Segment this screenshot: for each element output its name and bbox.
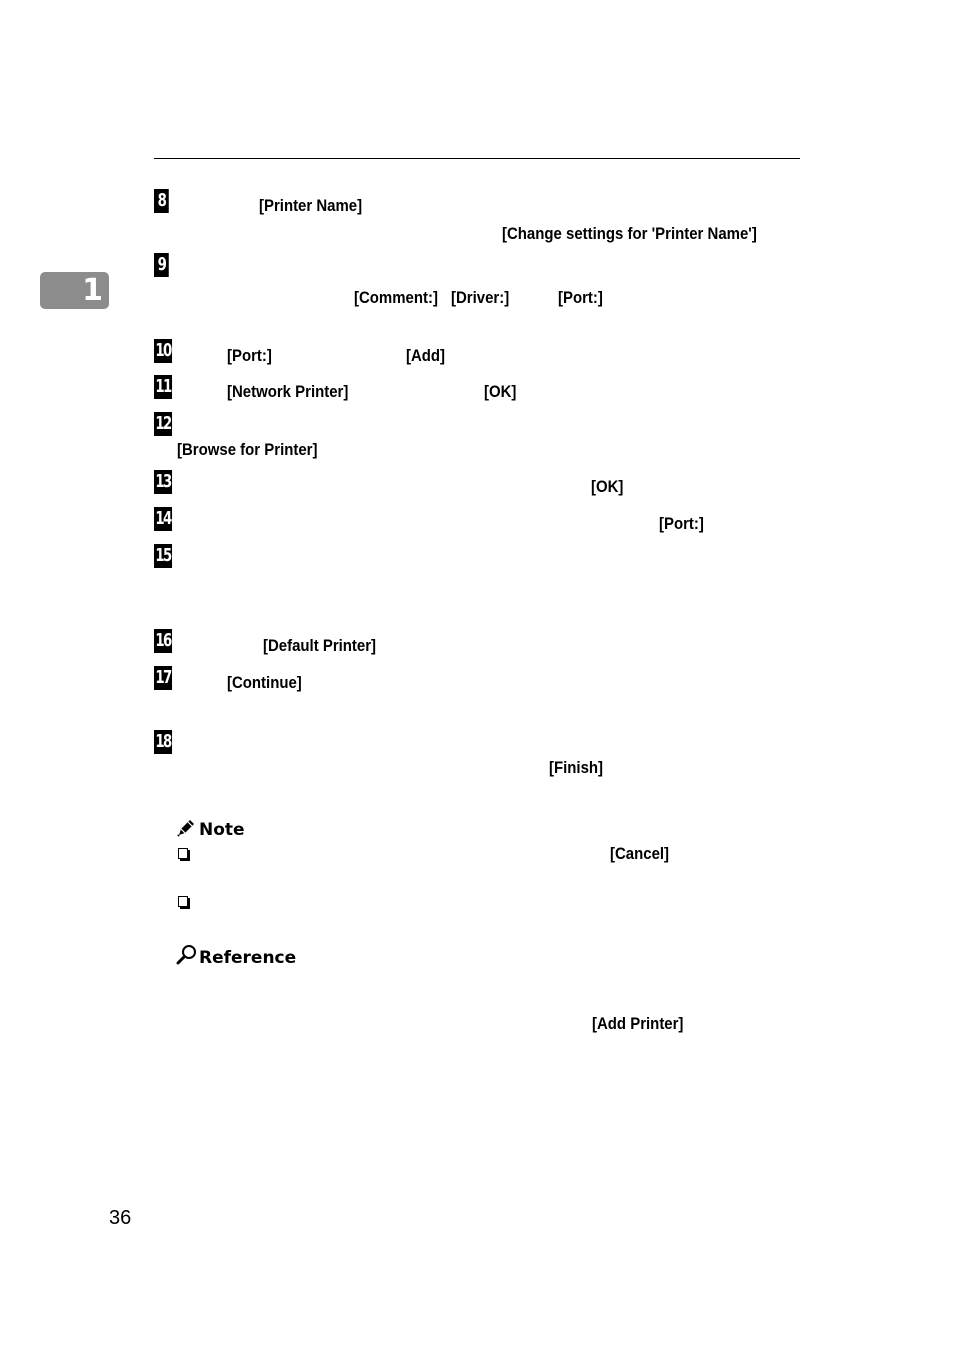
- ui-keyword-add: [Add]: [406, 346, 446, 365]
- note-bullet: [178, 848, 188, 859]
- step-number: 13: [155, 471, 171, 492]
- ui-keyword-browse-for-printer: [Browse for Printer]: [177, 440, 318, 459]
- step-number: 14: [155, 508, 171, 529]
- step-number: 17: [155, 667, 171, 688]
- step-number: 12: [155, 413, 171, 434]
- step-number: 9: [154, 253, 169, 277]
- ui-keyword-driver: [Driver:]: [451, 288, 510, 307]
- ui-keyword-ok: [OK]: [591, 477, 624, 496]
- page-number: 36: [109, 1207, 132, 1229]
- ui-keyword-add-printer: [Add Printer]: [592, 1014, 684, 1033]
- step-number: 10: [155, 340, 171, 361]
- step-number: 18: [155, 731, 171, 752]
- pencil-icon: [176, 818, 196, 838]
- ui-keyword-finish: [Finish]: [549, 758, 604, 777]
- ui-keyword-ok: [OK]: [484, 382, 517, 401]
- ui-keyword-network-printer: [Network Printer]: [227, 382, 349, 401]
- note-bullet: [178, 896, 188, 907]
- note-heading: Note: [199, 820, 245, 840]
- ui-keyword-port: [Port:]: [659, 514, 704, 533]
- step-number: 16: [155, 630, 171, 651]
- header-rule: [154, 158, 800, 159]
- ui-keyword-change-settings: [Change settings for 'Printer Name']: [502, 224, 757, 243]
- step-number: 8: [154, 189, 169, 213]
- ui-keyword-default-printer: [Default Printer]: [263, 636, 377, 655]
- ui-keyword-port: [Port:]: [558, 288, 603, 307]
- step-number: 15: [155, 545, 171, 566]
- magnifier-icon: [176, 944, 198, 966]
- chapter-tab: 1: [40, 272, 109, 309]
- ui-keyword-port: [Port:]: [227, 346, 272, 365]
- step-number: 11: [155, 376, 171, 397]
- ui-keyword-continue: [Continue]: [227, 673, 302, 692]
- ui-keyword-cancel: [Cancel]: [610, 844, 670, 863]
- reference-heading: Reference: [199, 948, 297, 968]
- ui-keyword-printer-name: [Printer Name]: [259, 196, 363, 215]
- ui-keyword-comment: [Comment:]: [354, 288, 438, 307]
